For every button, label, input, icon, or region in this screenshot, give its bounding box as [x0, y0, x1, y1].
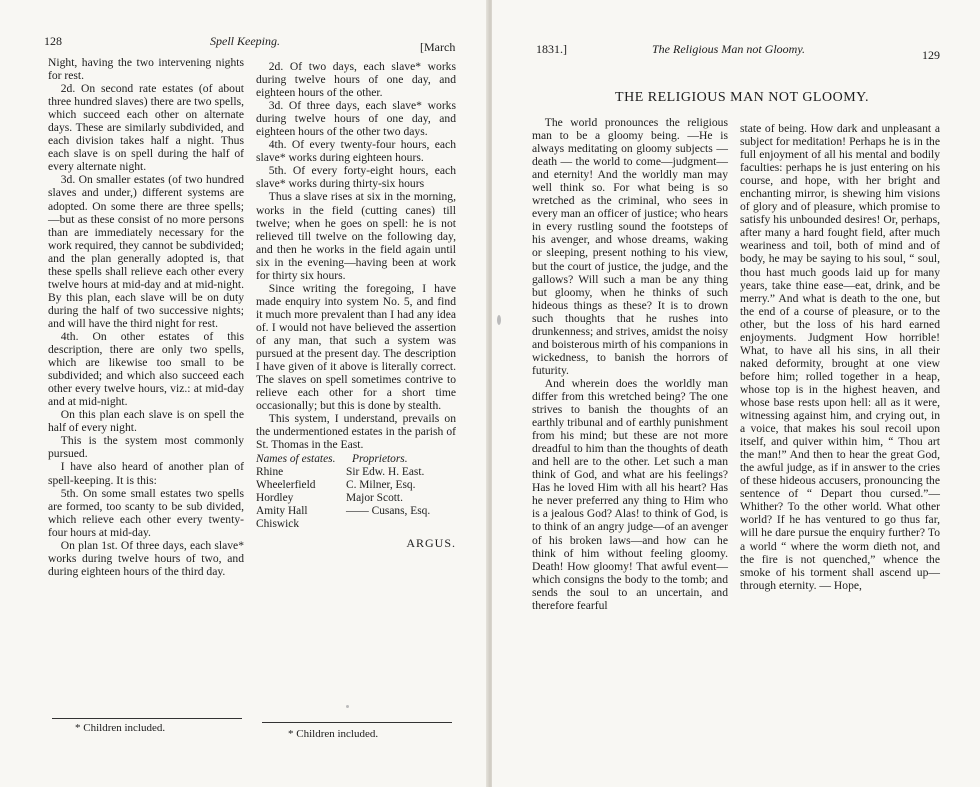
estate-proprietor: Major Scott. — [346, 492, 403, 505]
left-column-1 — [48, 56, 244, 578]
paragraph: Since writing the foregoing, I have made enquiry into system No. 5, and find it much more prevalent than I had any idea of. I would not have believed the assertion of any man, that such a system was pursued at the present day. The description I have given of it above is literally correct. The slaves on spell sometimes contrive to relieve each other for a short time occasionally; but this is done by stealth. — [256, 281, 456, 413]
paragraph: 2d. On second rate estates (of about three hundred slaves) there are two spells, which succeed each other on alternate days. These are similarly subdivided, and each division takes half a night. Thus each slave is on spell during the half of every alternate night. — [48, 82, 244, 174]
footnote-rule — [52, 718, 242, 719]
paragraph: 5th. On some small estates two spells are formed, too scanty to be sub divided, which relieve each other every twenty-four hours at mid-day. — [48, 486, 244, 539]
paragraph: On this plan each slave is on spell the half of every night. — [48, 408, 244, 435]
right-page — [492, 0, 980, 787]
left-running-date: [March — [420, 40, 456, 54]
paper-speck — [497, 315, 501, 325]
paragraph: 3d. Of three days, each slave* works during twelve hours of one day, and eighteen hours of the other two days. — [256, 99, 456, 139]
paragraph: 4th. Of every twenty-four hours, each slave* works during eighteen hours. — [256, 138, 456, 165]
right-page-number: 129 — [922, 48, 940, 62]
paragraph: Thus a slave rises at six in the morning, works in the field (cutting canes) till twelve; when he goes on spell: he is not relieved till twelve on the following day, and then he works in the field again until six in the evening—having been at work for thirty six hours. — [256, 190, 456, 282]
right-column-2 — [740, 122, 940, 592]
estate-proprietor — [346, 518, 456, 531]
paper-speck — [346, 705, 349, 708]
paragraph: On plan 1st. Of three days, each slave* works during twelve hours of two, and during eighteen hours of the third day. — [48, 538, 244, 578]
left-page — [0, 0, 488, 787]
left-page-number: 128 — [44, 34, 62, 48]
paragraph: And wherein does the worldly man differ from this wretched being? The one strives to banish the thoughts of an earthly tribunal and of earthly punishment from his mind; but these are not more dreadful to him than the thoughts of death and hell are to the other. Let such a man think of God, and what are his feelings? Has he loved Him with all his heart? Has he never preferred any thing to Him who is a jealous God? Alas! to think of God, is to think of an angry judge—of an avenger of his broken laws—and how can he think of him without feeling gloomy. Death! How gloomy! That awful event—which consigns the body to the tomb; and sends the soul to an uncertain, and therefore fearful — [532, 376, 728, 612]
footnote-left-2: * Children included. — [288, 728, 379, 740]
paragraph: This is the system most commonly pursued. — [48, 434, 244, 461]
paragraph: The world pronounces the religious man to be a gloomy being. —He is always meditating on gloomy subjects — death — the world to come—judgment—and eternity! And the worldly man may well think so. For what being is so wretched as the criminal, who sees in every man an officer of justice; who hears in every rustling sound the footsteps of his avenger, and whose dreams, waking or sleeping, present nothing to his view, but the court of justice, the judge, and the gallows? Will such a man be any thing but gloomy, when he thinks of such hideous things as these? It is to drown such thoughts that he rushes into drunkenness; and strives, amidst the noisy and boisterous mirth of his companions in wickedness, to banish the horrors of futurity. — [532, 116, 728, 377]
estates-heading-names: Names of estates. — [256, 453, 336, 466]
footnote-left-1: * Children included. — [75, 722, 166, 734]
left-column-2 — [256, 60, 456, 550]
paragraph: Night, having the two intervening nights for rest. — [48, 56, 244, 83]
paragraph: 2d. Of two days, each slave* works during twelve hours of one day, and eighteen hours of the other. — [256, 60, 456, 100]
estate-proprietor: Sir Edw. H. East. — [346, 466, 425, 479]
estate-name: Wheelerfield — [256, 479, 316, 492]
right-running-date: 1831.] — [536, 42, 567, 56]
right-column-1 — [532, 116, 728, 612]
paragraph: state of being. How dark and unpleasant a subject for meditation! Perhaps he is in the full enjoyment of all his mental and bodily faculties: perhaps he is just entering on his course, and hope, with her bright and enchanting mirror, is shewing him visions of glory and of pleasure, which promise to satisfy his unbounded desires! Or, perhaps, after many a hard fought field, after much weariness and toil, both of mind and of body, he may be saying to his soul, “ soul, thou hast much goods laid up for many years, take thine ease—eat, drink, and be merry.” And what is death to the one, but the end of a course of pleasure, or to the other, but the loss of his hard earned enjoyments. Judgment How horrible! What, to have all his sins, in all their naked deformity, brought at one view before him; rolled together in a heap, whose top is in the highest heaven, and whose base rests upon hell: all as it were, witnessing against him, and crying out, in a voice, that makes his soul recoil upon itself, and quiver within him, “ Thou art the man!” And then to hear the great God, the awful judge, as if in answer to the cries of these hideous accusers, pronouncing the sentence of “ Depart thou cursed.”—Whither? To the other world. What other world? If he has ventured to go thus far, will he dare pursue the enquiry further? To a world “ where the worm dieth not, and the fire is not quenched,” whence the smoke of his torment shall ascend up— through eternity. — Hope, — [740, 122, 940, 592]
estates-heading — [256, 453, 456, 466]
footnote-rule — [262, 722, 452, 723]
estates-heading-proprietors: Proprietors. — [352, 453, 408, 466]
estate-name: Hordley — [256, 492, 294, 505]
estate-name: Chiswick — [256, 518, 300, 531]
article-title: THE RELIGIOUS MAN NOT GLOOMY. — [615, 90, 869, 105]
estate-proprietor: —— Cusans, Esq. — [346, 505, 431, 518]
estates-table — [256, 466, 456, 531]
paragraph: 5th. Of every forty-eight hours, each slave* works during thirty-six hours — [256, 164, 456, 191]
paragraph: 4th. On other estates of this description, there are only two spells, which are likewise too small to be subdivided; and which also succeed each other every twelve hours, viz.: at mid-day and at mid-night. — [48, 329, 244, 409]
paragraph: This system, I understand, prevails on the undermentioned estates in the parish of St. Thomas in the East. — [256, 412, 456, 452]
paragraph: 3d. On smaller estates (of two hundred slaves and under,) different systems are adopted. On some there are three spells;—but as these consist of no more persons than are immediately necessary for the work required, they cannot be subdivided; and the plan generally adopted is, that these spells shall relieve each other every twelve hours at mid-day and at mid-night. By this plan, each slave will be on duty during the half of two successive nights; and will have the third night for rest. — [48, 173, 244, 330]
estate-name: Rhine — [256, 466, 284, 479]
left-running-title: Spell Keeping. — [210, 34, 280, 48]
estate-proprietor: C. Milner, Esq. — [346, 479, 416, 492]
paragraph: I have also heard of another plan of spell-keeping. It is this: — [48, 460, 244, 487]
right-running-title: The Religious Man not Gloomy. — [652, 42, 805, 56]
estate-name: Amity Hall — [256, 505, 308, 518]
signature: ARGUS. — [406, 536, 456, 551]
